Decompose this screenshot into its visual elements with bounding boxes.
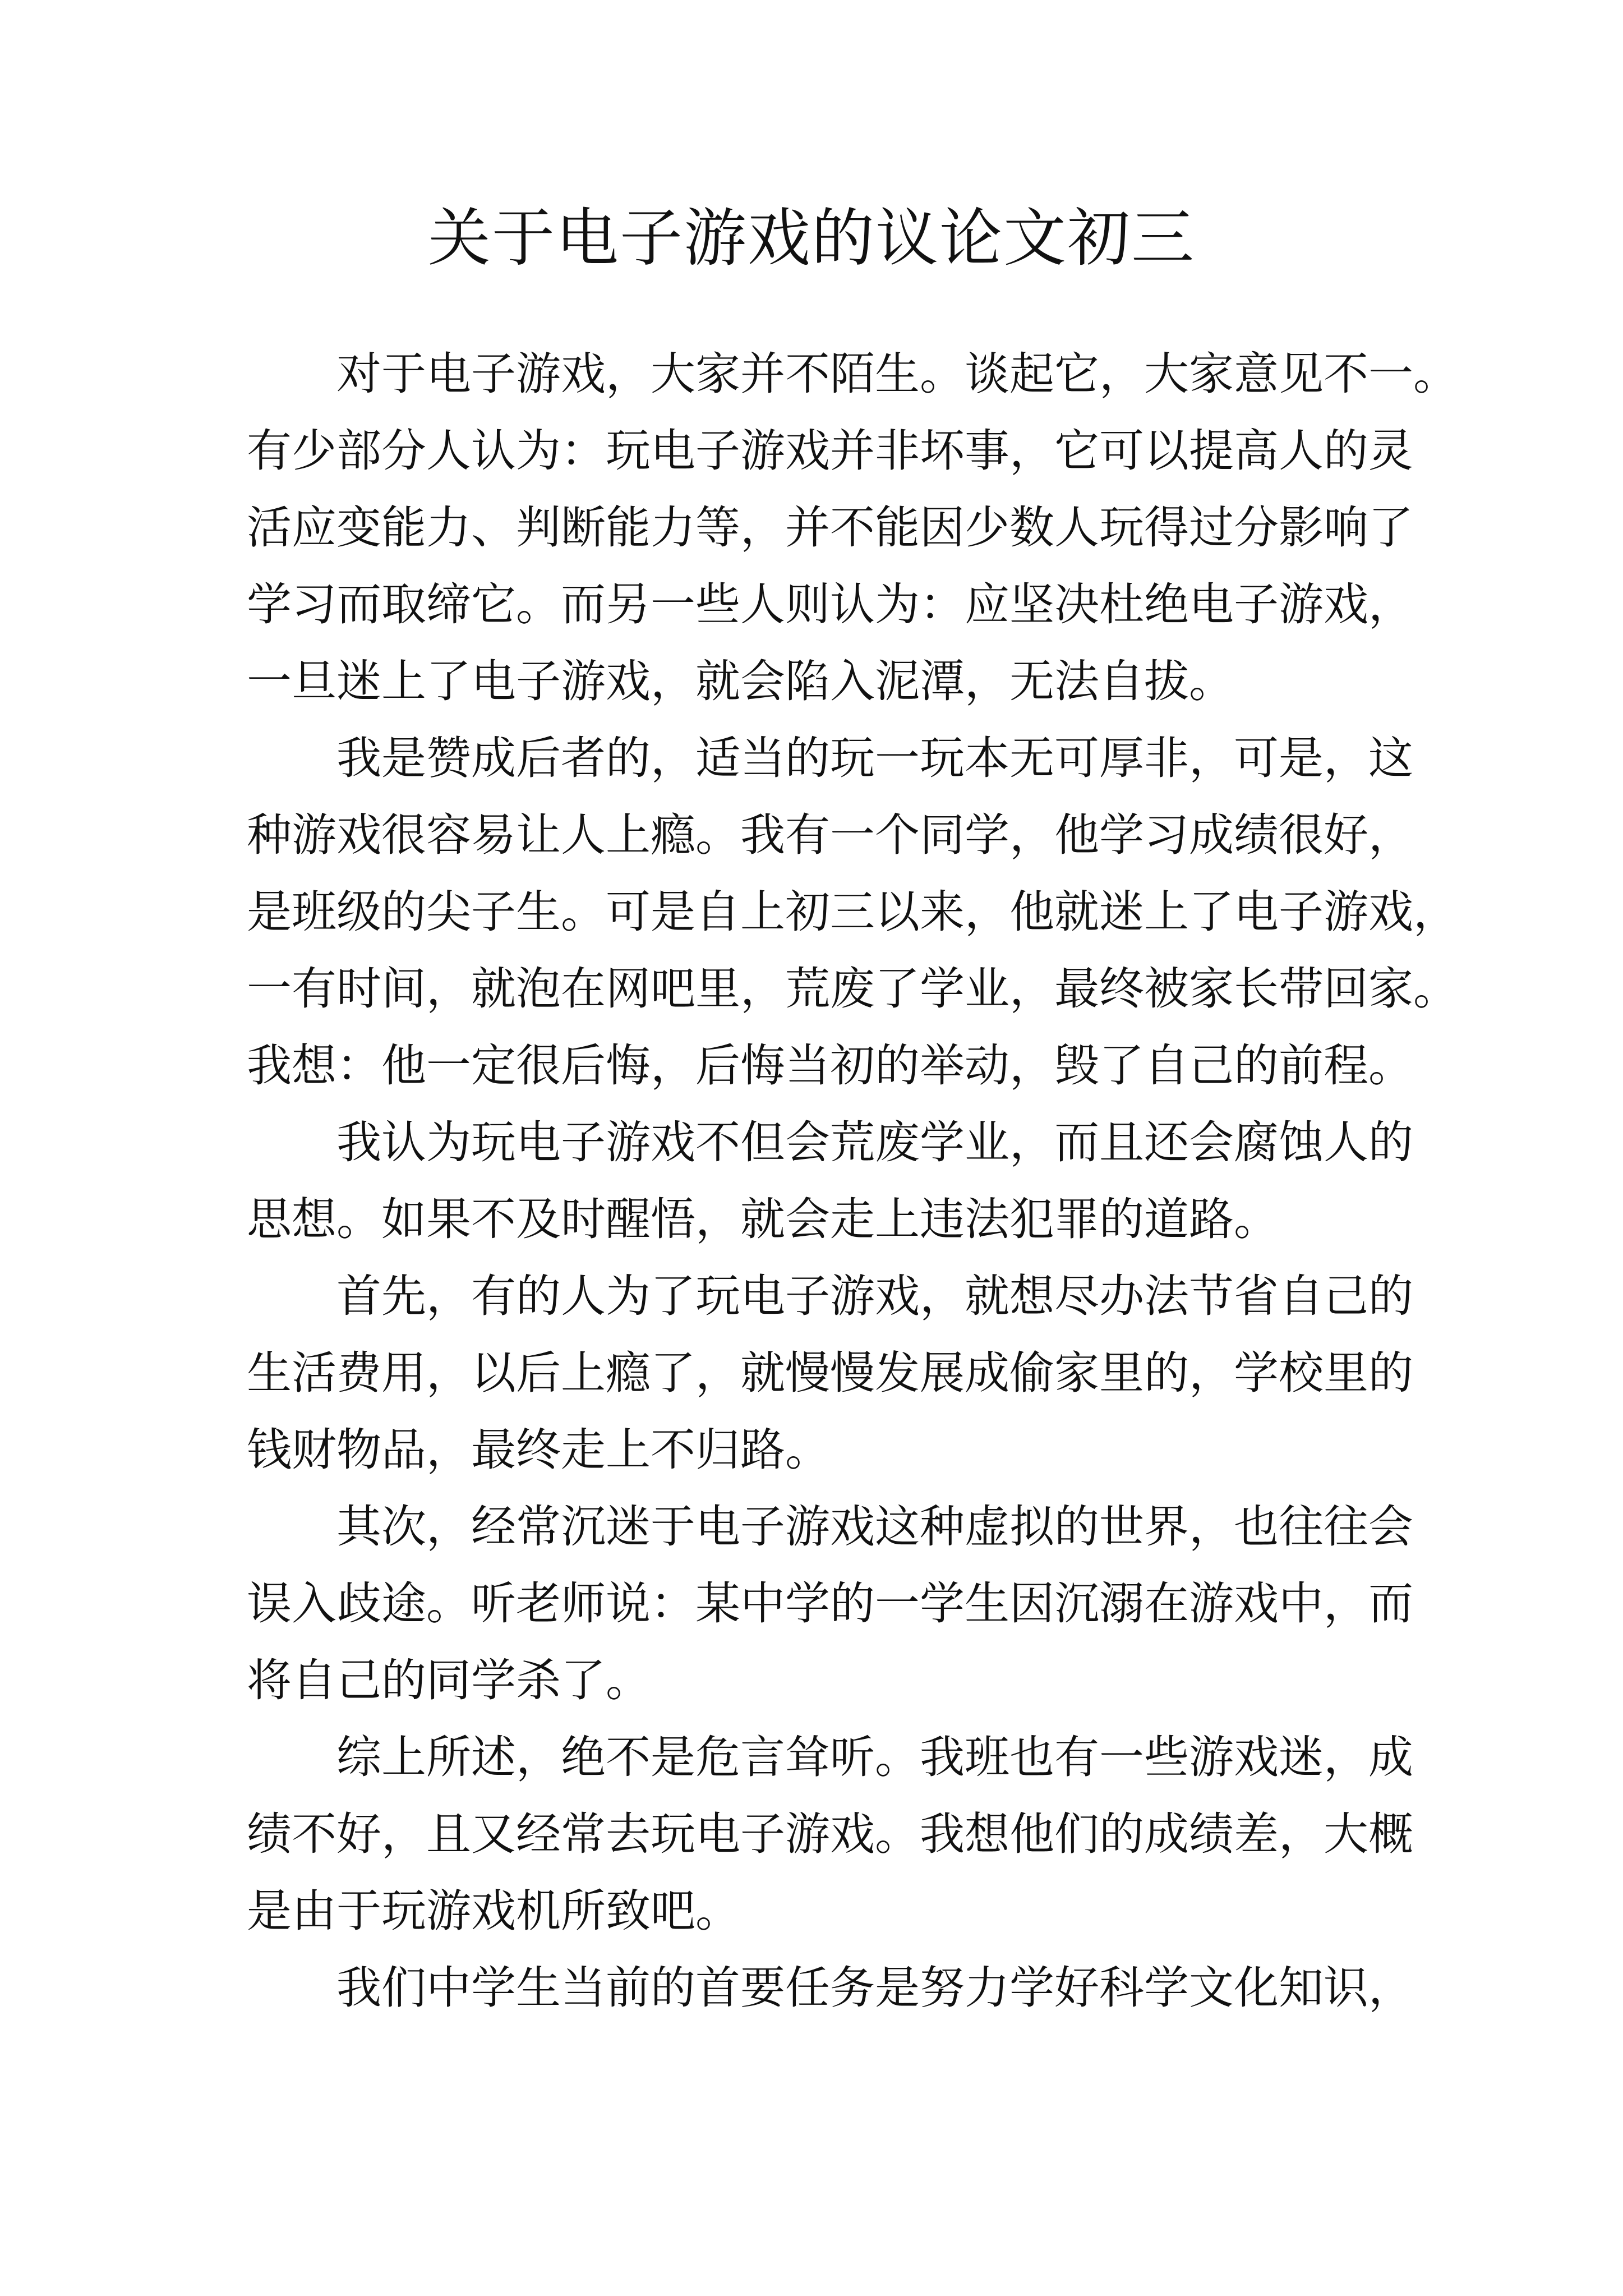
text-line: 误入歧途。听老师说：某中学的一学生因沉溺在游戏中，而 (247, 1577, 1413, 1630)
text-line: 生活费用，以后上瘾了，就慢慢发展成偷家里的，学校里的 (247, 1347, 1413, 1399)
text-line: 其次，经常沉迷于电子游戏这种虚拟的世界，也往往会 (336, 1501, 1413, 1553)
text-line: 钱财物品，最终走上不归路。 (247, 1424, 830, 1476)
text-line: 综上所述，绝不是危言耸听。我班也有一些游戏迷，成 (336, 1731, 1413, 1783)
text-line: 一有时间，就泡在网吧里，荒废了学业，最终被家长带回家。 (247, 963, 1458, 1015)
text-line: 我是赞成后者的，适当的玩一玩本无可厚非，可是，这 (336, 732, 1413, 784)
text-line: 是由于玩游戏机所致吧。 (247, 1885, 740, 1937)
text-line: 首先，有的人为了玩电子游戏，就想尽办法节省自己的 (336, 1270, 1413, 1322)
text-line: 有少部分人认为：玩电子游戏并非坏事，它可以提高人的灵 (247, 425, 1413, 477)
text-line: 我想：他一定很后悔，后悔当初的举动，毁了自己的前程。 (247, 1039, 1413, 1092)
text-line: 绩不好，且又经常去玩电子游戏。我想他们的成绩差，大概 (247, 1808, 1413, 1860)
text-line: 一旦迷上了电子游戏，就会陷入泥潭，无法自拔。 (247, 655, 1234, 707)
text-line: 学习而取缔它。而另一些人则认为：应坚决杜绝电子游戏， (247, 578, 1413, 631)
text-line: 是班级的尖子生。可是自上初三以来，他就迷上了电子游戏， (247, 886, 1458, 938)
text-line: 将自己的同学杀了。 (247, 1654, 651, 1706)
text-line: 种游戏很容易让人上瘾。我有一个同学，他学习成绩很好， (247, 809, 1413, 861)
text-line: 对于电子游戏，大家并不陌生。谈起它，大家意见不一。 (336, 348, 1458, 400)
text-line: 我认为玩电子游戏不但会荒废学业，而且还会腐蚀人的 (336, 1116, 1413, 1168)
text-line: 活应变能力、判断能力等，并不能因少数人玩得过分影响了 (247, 501, 1413, 554)
document-title: 关于电子游戏的议论文初三 (428, 202, 1195, 275)
text-line: 思想。如果不及时醒悟，就会走上违法犯罪的道路。 (247, 1193, 1279, 1245)
document-body (247, 335, 1458, 2026)
text-line: 我们中学生当前的首要任务是努力学好科学文化知识， (336, 1962, 1413, 2014)
